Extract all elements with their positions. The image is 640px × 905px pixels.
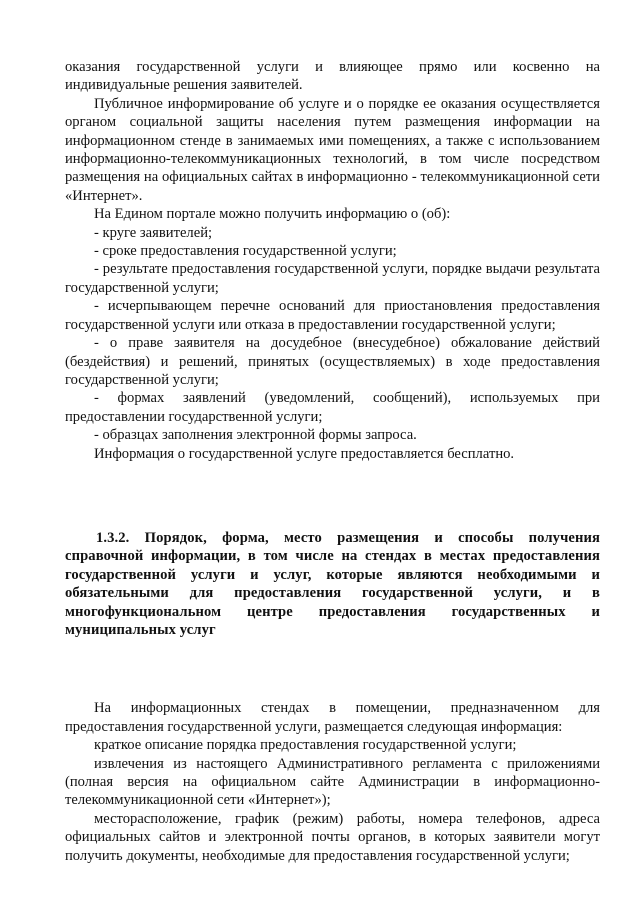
blank-space [65,463,600,529]
document-page [65,58,600,865]
paragraph: Информация о государственной услуге предоставляется бесплатно. [94,445,515,462]
section-heading: 1.3.2. Порядок, форма, место размещения и способы получения справочной информации, в том числе на стендах в местах предоставления государственной услуги и услуг, которые являются необходимыми и обязательными для предоставления государственной услуги, и в многофункциональном центре предоставления государственных и муниципальных услуг [65,529,600,638]
section-1 [65,58,600,463]
paragraph: На Едином портале можно получить информацию о (об): [94,206,451,223]
paragraph: месторасположение, график (режим) работы, номера телефонов, адреса официальных сайтов и электронной почты органов, в которых заявители могут получить документы, необходимые для предоставления государственной услуги; [65,810,600,864]
list-item: - исчерпывающем перечне оснований для приостановления предоставления государственной услуги или отказа в предоставлении государственной услуги; [65,298,600,333]
section-2 [65,699,600,865]
list-item: - образцах заполнения электронной формы запроса. [94,427,417,444]
paragraph: Публичное информирование об услуге и о порядке ее оказания осуществляется органом социальной защиты населения путем размещения информации на информационном стенде в занимаемых ими помещениях, а также с использованием информационно-телекоммуникационных технологий, в том числе посредством размещения на официальных сайтах в информационно - телекоммуникационной сети «Интернет». [65,95,600,204]
paragraph: извлечения из настоящего Административного регламента с приложениями (полная версия на официальном сайте Администрации в информационно-телекоммуникационной сети «Интернет»); [65,755,600,809]
list-item: - формах заявлений (уведомлений, сообщений), используемых при предоставлении государственной услуги; [65,390,600,425]
list-item: - о праве заявителя на досудебное (внесудебное) обжалование действий (бездействия) и решений, принятых (осуществляемых) в ходе предоставления государственной услуги; [65,335,600,388]
paragraph: краткое описание порядка предоставления государственной услуги; [94,737,517,754]
paragraph: На информационных стендах в помещении, предназначенном для предоставления государственной услуги, размещается следующая информация: [65,700,600,735]
paragraph: оказания государственной услуги и влияющее прямо или косвенно на индивидуальные решения заявителей. [65,59,600,94]
list-item: - сроке предоставления государственной услуги; [94,243,397,260]
list-item: - круге заявителей; [94,224,213,241]
blank-space [65,639,600,699]
list-item: - результате предоставления государственной услуги, порядке выдачи результата государственной услуги; [65,261,600,296]
